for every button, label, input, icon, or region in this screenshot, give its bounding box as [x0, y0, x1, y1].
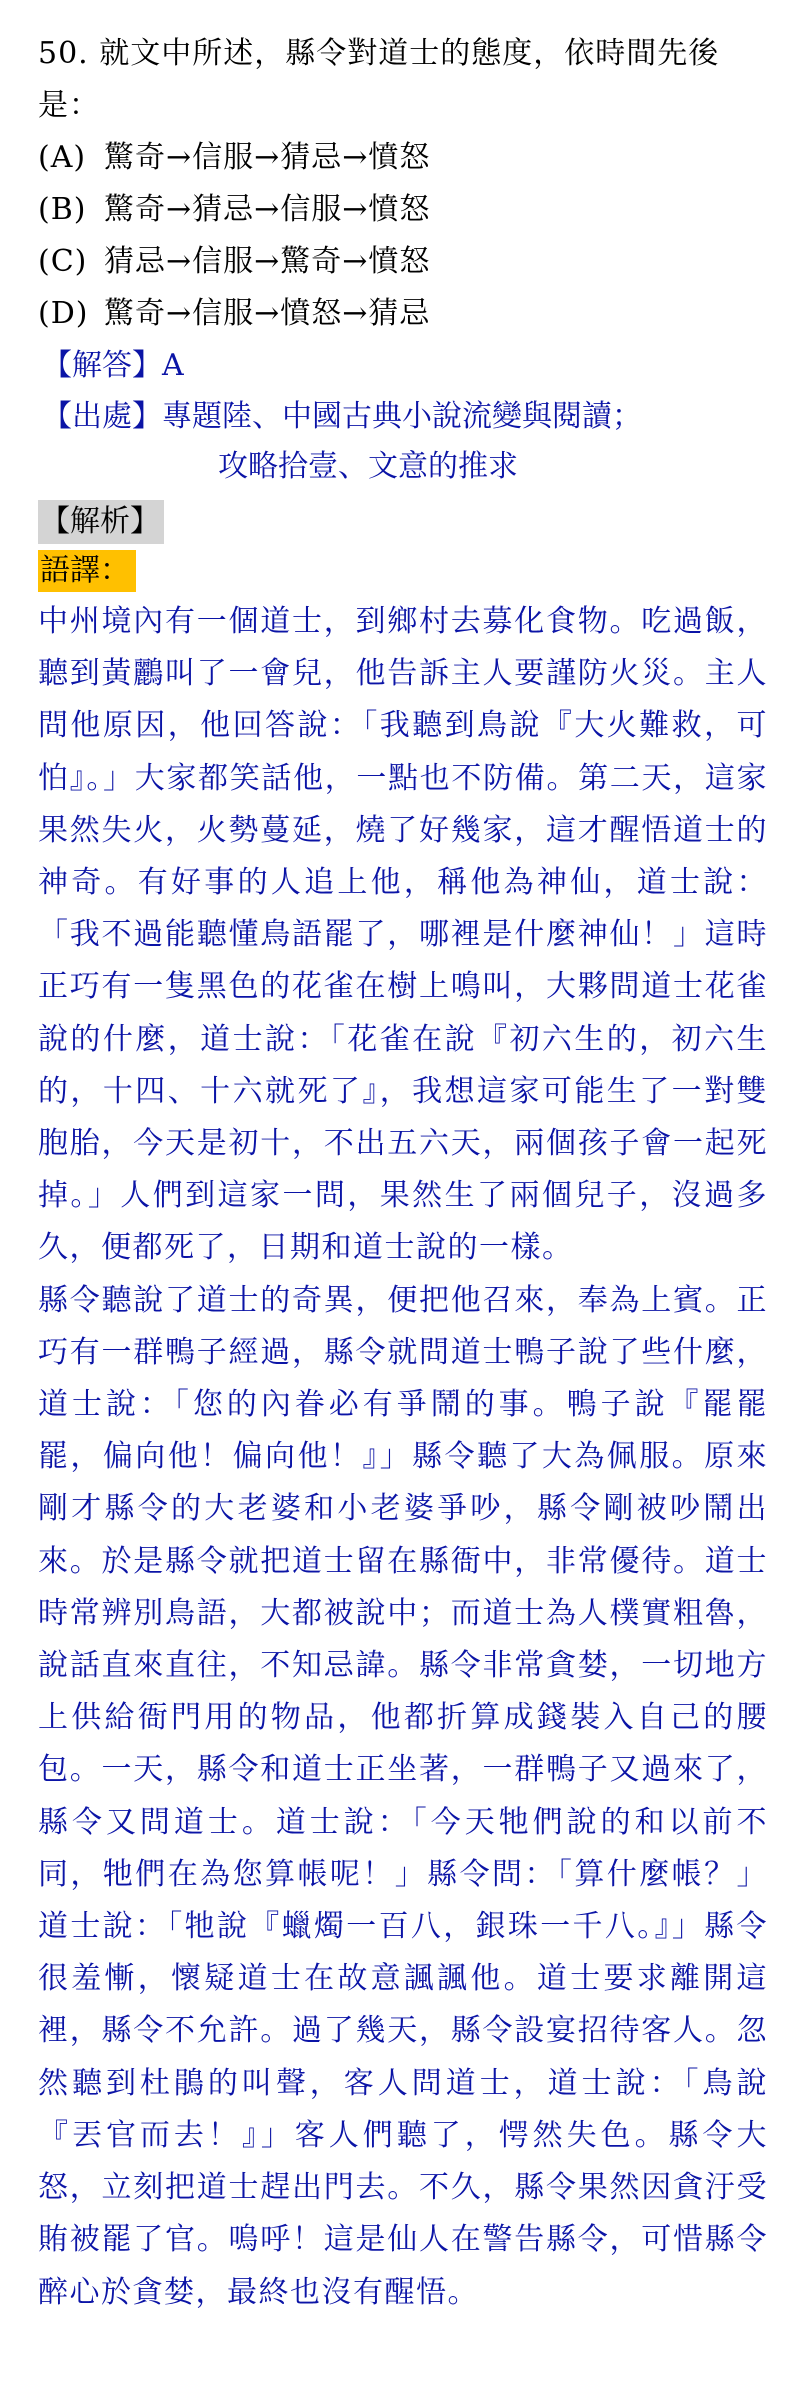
- option-b: [38, 184, 800, 236]
- option-letter: (A): [38, 140, 87, 175]
- translation-label: 語譯：: [38, 550, 136, 592]
- answer-line: [38, 340, 800, 392]
- analysis-label: 【解析】: [38, 500, 164, 544]
- option-letter: (C): [38, 244, 88, 279]
- option-c: [38, 236, 800, 288]
- option-text: 驚奇→猜忌→信服→憤怒: [104, 192, 431, 227]
- option-a: [38, 132, 800, 184]
- option-text: 驚奇→信服→猜忌→憤怒: [104, 140, 431, 175]
- option-text: 猜忌→信服→驚奇→憤怒: [104, 244, 431, 279]
- option-letter: (B): [38, 192, 87, 227]
- question-text-line1: 50. 就文中所述，縣令對道士的態度，依時間先後: [38, 36, 720, 71]
- source-text-line2: 攻略拾壹、文意的推求: [218, 449, 518, 484]
- translation-paragraph-2: 縣令聽說了道士的奇異，便把他召來，奉為上賓。正巧有一群鴨子經過，縣令就問道士鴨子說了些什麼，道士說：「您的內眷必有爭鬧的事。鴨子說『罷罷罷，偏向他！偏向他！』」縣令聽了大為佩服。原來剛才縣令的大老婆和小老婆爭吵，縣令剛被吵鬧出來。於是縣令就把道士留在縣衙中，非常優待。道士時常辨別鳥語，大都被說中；而道士為人樸實粗魯，說話直來直往，不知忌諱。縣令非常貪婪，一切地方上供給衙門用的物品，他都折算成錢裝入自己的腰包。一天，縣令和道士正坐著，一群鴨子又過來了，縣令又問道士。道士說：「今天牠們說的和以前不同，牠們在為您算帳呢！」縣令問：「算什麼帳？」道士說：「牠說『蠟燭一百八，銀珠一千八。』」縣令很羞慚，懷疑道士在故意諷諷他。道士要求離開這裡，縣令不允許。過了幾天，縣令設宴招待客人。忽然聽到杜鵑的叫聲，客人問道士，道士說：「鳥說『丟官而去！』」客人們聽了，愕然失色。縣令大怒，立刻把道士趕出門去。不久，縣令果然因貪汙受賄被罷了官。嗚呼！這是仙人在警告縣令，可惜縣令醉心於貪婪，最終也沒有醒悟。: [38, 1282, 768, 2310]
- source-line: [38, 392, 800, 442]
- answer-label: 【解答】: [42, 348, 162, 383]
- option-d: [38, 288, 800, 340]
- translation-body: [38, 596, 768, 2319]
- source-label: 【出處】: [42, 399, 162, 434]
- question-text-line2: 是：: [38, 88, 100, 123]
- answer-value: A: [162, 348, 184, 383]
- source-text-line1: 專題陸、中國古典小說流變與閱讀；: [162, 399, 642, 434]
- option-text: 驚奇→信服→憤怒→猜忌: [104, 296, 431, 331]
- translation-paragraph-1: 中州境內有一個道士，到鄉村去募化食物。吃過飯，聽到黃鸝叫了一會兒，他告訴主人要謹防火災。主人問他原因，他回答說：「我聽到鳥說『大火難救，可怕』。」大家都笑話他，一點也不防備。第二天，這家果然失火，火勢蔓延，燒了好幾家，這才醒悟道士的神奇。有好事的人追上他，稱他為神仙，道士說：「我不過能聽懂鳥語罷了，哪裡是什麼神仙！」這時正巧有一隻黑色的花雀在樹上鳴叫，大夥問道士花雀說的什麼，道士說：「花雀在說『初六生的，初六生的，十四、十六就死了』，我想這家可能生了一對雙胞胎，今天是初十，不出五六天，兩個孩子會一起死掉。」人們到這家一問，果然生了兩個兒子，沒過多久，便都死了，日期和道士說的一樣。: [38, 604, 768, 1266]
- option-letter: (D): [38, 296, 89, 331]
